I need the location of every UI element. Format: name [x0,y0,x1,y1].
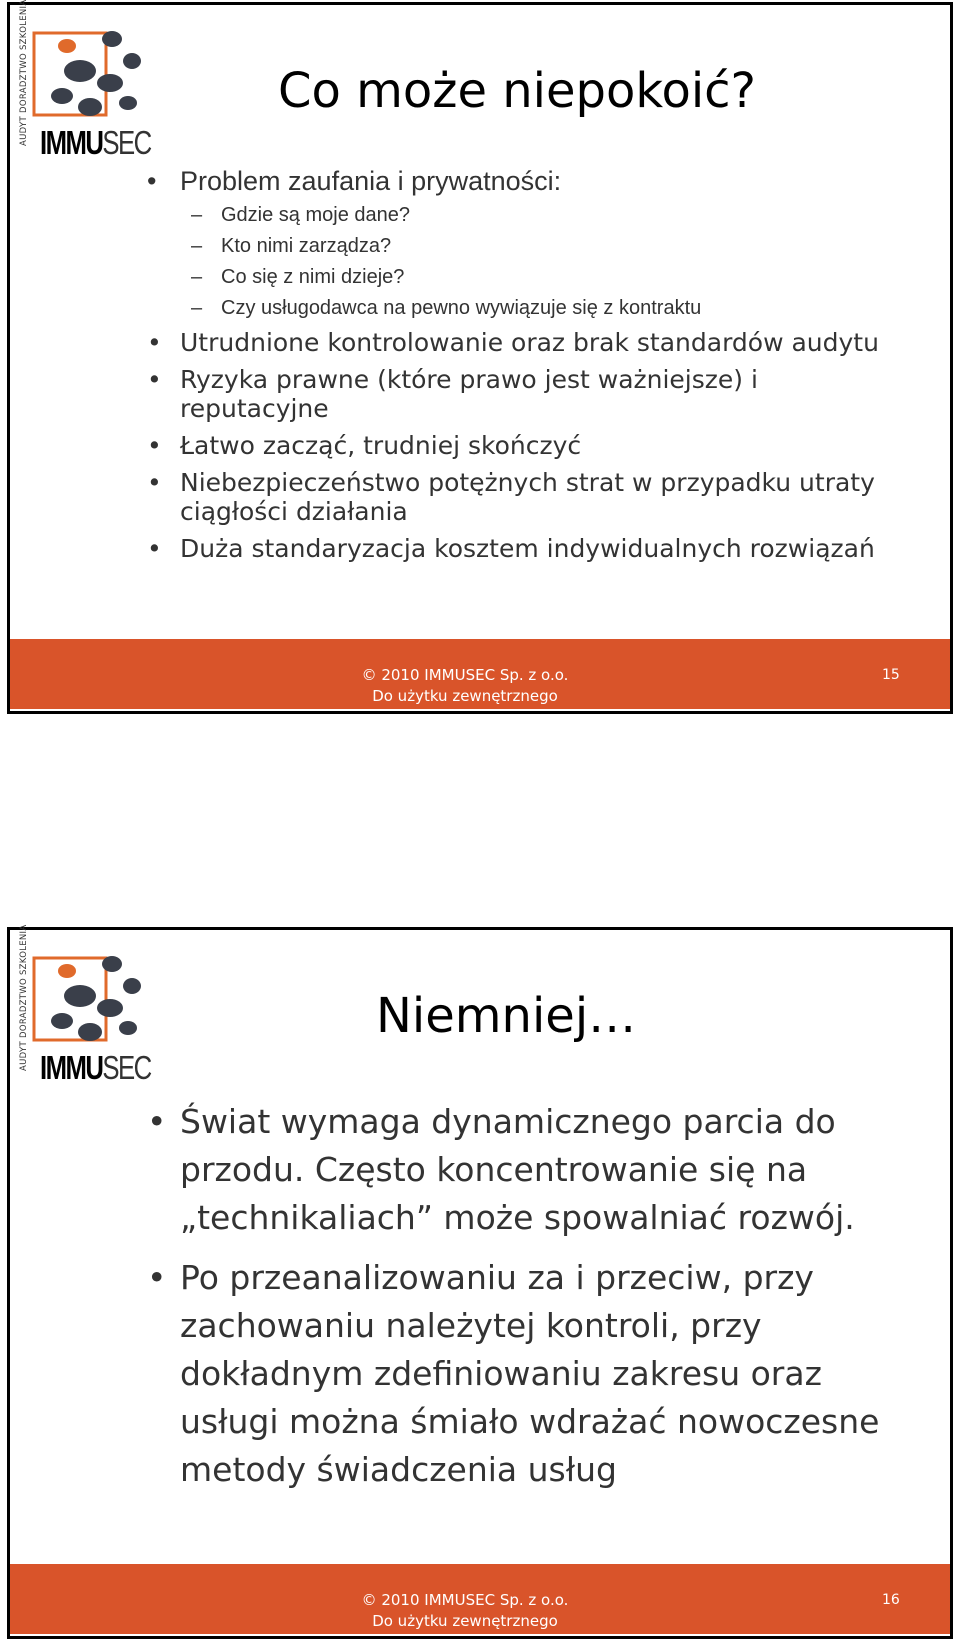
list-item: • Świat wymaga dynamicznego parcia do przodu. Często koncentrowanie się na „technikaliach” może spowalniać rozwój. [180,1098,920,1242]
footer-copyright: © 2010 IMMUSEC Sp. z o.o. [361,666,569,684]
list-item: • Utrudnione kontrolowanie oraz brak standardów audytu [180,328,900,357]
logo-tagline: AUDYT DORADZTWO SZKOLENIA [19,0,29,146]
list-subitem: – Co się z nimi dzieje? [221,262,900,293]
bullet-list [180,1098,920,1494]
immusec-logo [19,924,160,1086]
list-subitem: – Gdzie są moje dane? [221,200,900,231]
immusec-logo [19,0,160,161]
slide-title: Niemniej… [376,988,637,1044]
page-number: 15 [882,667,900,683]
slide-footer [10,1564,950,1634]
footer-note: Do użytku zewnętrznego [372,687,558,705]
list-item: • Po przeanalizowaniu za i przeciw, przy zachowaniu należytej kontroli, przy dokładnym zdefiniowaniu zakresu oraz usługi można śmiało wdrażać nowoczesne metody świadczenia usług [180,1254,920,1494]
slide-16 [7,924,953,1639]
list-item: • Niebezpieczeństwo potężnych strat w przypadku utraty ciągłości działania [180,468,900,526]
list-item: • Problem zaufania i prywatności: [180,167,900,196]
logo-wordmark: IMMUSEC [40,124,151,161]
logo-blobs-icon [20,946,160,1051]
logo-blobs-icon [20,21,160,126]
bullet-list [180,167,900,571]
list-item: • Łatwo zacząć, trudniej skończyć [180,431,900,460]
footer-copyright: © 2010 IMMUSEC Sp. z o.o. [361,1591,569,1609]
list-item: • Ryzyka prawne (które prawo jest ważniejsze) i reputacyjne [180,365,900,423]
list-subitem: – Czy usługodawca na pewno wywiązuje się z kontraktu [221,293,900,324]
page-number: 16 [882,1592,900,1608]
footer-note: Do użytku zewnętrznego [372,1612,558,1630]
slide-title: Co może niepokoić? [278,63,757,119]
logo-tagline: AUDYT DORADZTWO SZKOLENIA [19,924,29,1071]
logo-wordmark: IMMUSEC [40,1049,151,1086]
slide-footer [10,639,950,709]
list-item: • Duża standaryzacja kosztem indywidualnych rozwiązań [180,534,900,563]
slide-15 [7,2,953,714]
list-subitem: – Kto nimi zarządza? [221,231,900,262]
